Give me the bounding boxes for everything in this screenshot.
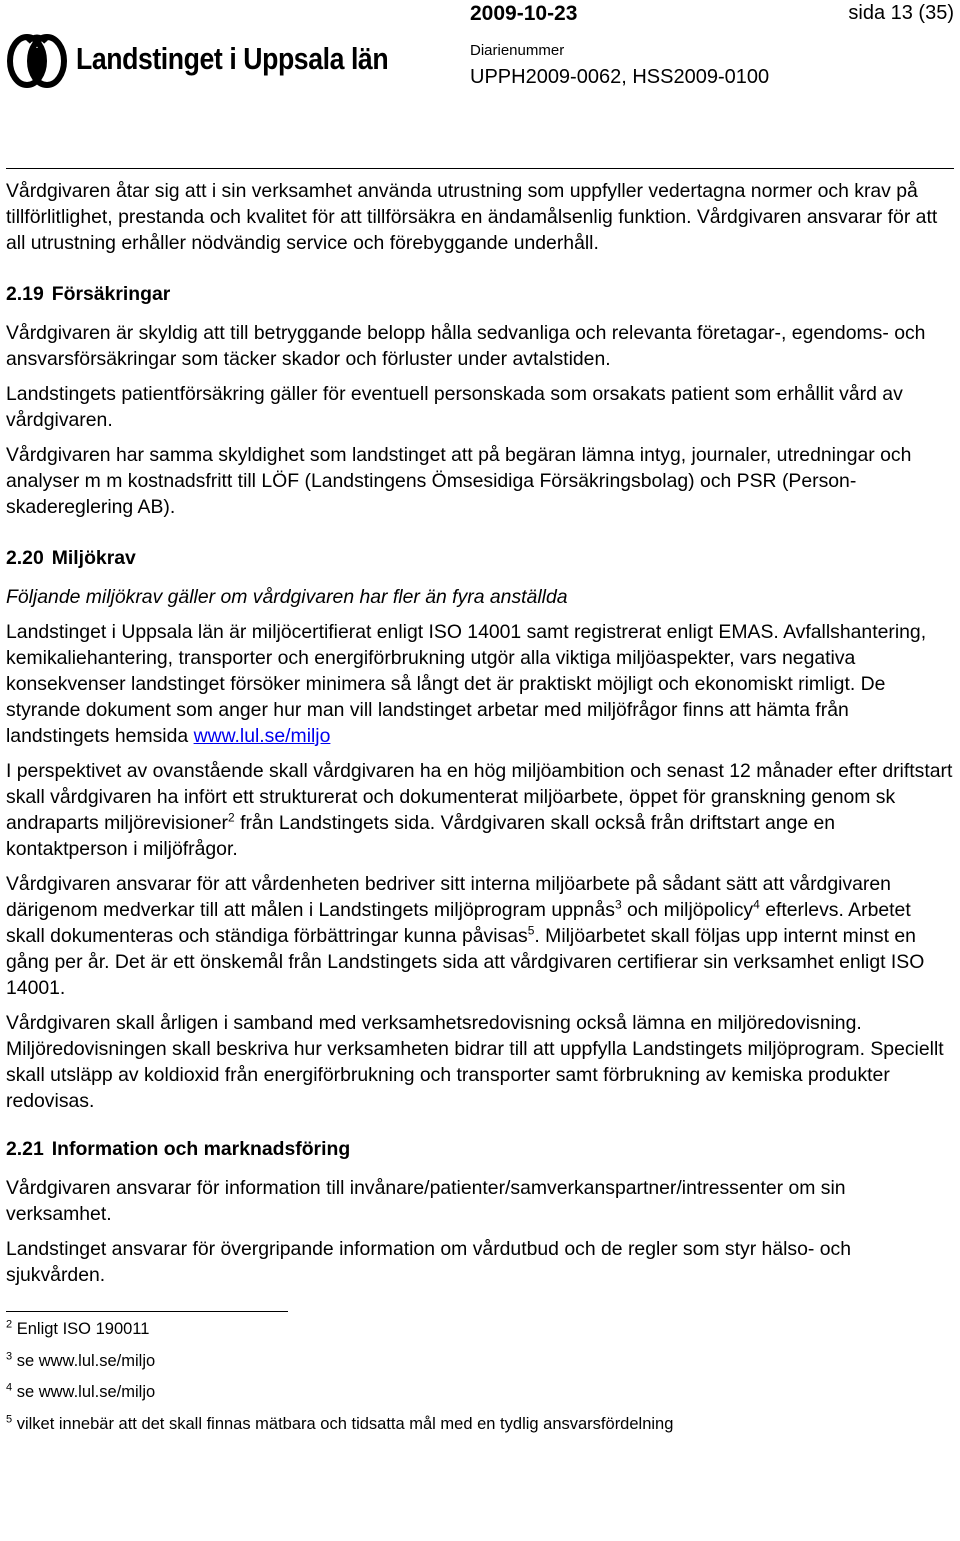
- section-title: Miljökrav: [51, 547, 136, 569]
- environment-scope-note: Följande miljökrav gäller om vårdgivaren har fler än fyra anställda: [6, 586, 568, 608]
- intro-paragraph: Vårdgivaren åtar sig att i sin verksamhet använda utrustning som uppfyller vedertagna normer och krav på tillförlitlighet, prestanda och kvalitet för att tillförsäkra en ändamålsenlig funktion. Vårdgivaren ansvarar för att all utrustning erhåller nödvändig service och förebyggande underhåll.: [6, 180, 938, 254]
- footnote: $^5$ vilket innebär att det skall finnas mätbara och tidsatta mål med en tydlig ansvarsfördelning: [6, 1413, 674, 1433]
- county-emblem-icon: [6, 30, 68, 88]
- section-heading-2-21: [6, 1136, 954, 1162]
- diarienummer-value: UPPH2009-0062, HSS2009-0100: [470, 66, 770, 88]
- section-title: Försäkringar: [51, 283, 171, 305]
- information-paragraph-2: Landstinget ansvarar för övergripande information om vårdutbud och de regler som styr hälso- och sjukvården.: [6, 1238, 852, 1286]
- footnote: $^3$ se www.lul.se/miljo: [6, 1350, 156, 1370]
- section-number: 2.20: [6, 547, 44, 569]
- footnote-ref-4: 4: [753, 897, 760, 912]
- insurance-paragraph-3: Vårdgivaren har samma skyldighet som landstinget att på begäran lämna intyg, journaler, utredningar och analyser m m kostnadsfritt till LÖF (Landstingens Ömsesidiga Försäkringsbolag) och PSR (Person-skadereglering AB).: [6, 444, 912, 518]
- environment-paragraph-4: Vårdgivaren skall årligen i samband med verksamhetsredovisning också lämna en miljöredovisning. Miljöredovisningen skall beskriva hur verksamheten bidrar till att uppfylla Landstingets miljöprogram. Speciellt skall utsläpp av koldioxid från energiförbrukning och transporter samt förbrukning av kemiska produkter redovisas.: [6, 1012, 944, 1112]
- organization-logo: [6, 30, 439, 88]
- section-title: Information och marknadsföring: [51, 1138, 351, 1160]
- miljo-link[interactable]: www.lul.se/miljo: [193, 725, 331, 747]
- insurance-paragraph-1: Vårdgivaren är skyldig att till betryggande belopp hålla sedvanliga och relevanta företagar-, egendoms- och ansvarsförsäkringar som täcker skador och förluster under avtalstiden.: [6, 322, 926, 370]
- organization-name: Landstinget i Uppsala län: [76, 41, 389, 76]
- page-number: sida 13 (35): [848, 2, 954, 24]
- section-number: 2.19: [6, 283, 44, 305]
- environment-paragraph-3: Vårdgivaren ansvarar för att vårdenheten bedriver sitt interna miljöarbete på sådant sätt att vårdgivaren därigenom medverkar till att målen i Landstingets miljöprogram uppnås$^3$ och miljöpolicy$^4$ efterlevs. Arbetet skall dokumenteras och ständiga förbättringar kunna påvisas$^5$. Miljöarbetet skall följas upp internt minst en gång per år. Det är ett önskemål från Landstingets sida att vårdgivaren certifierar sin verksamhet enligt ISO 14001.: [6, 873, 925, 999]
- document-body: [6, 178, 954, 1444]
- footnote: $^4$ se www.lul.se/miljo: [6, 1381, 156, 1401]
- footnote-ref-5: 5: [527, 923, 535, 938]
- document-date: 2009-10-23: [470, 2, 578, 25]
- footnote-divider: [6, 1311, 288, 1312]
- footnote-ref-2: 2: [228, 810, 235, 825]
- insurance-paragraph-2: Landstingets patientförsäkring gäller för eventuell personskada som orsakats patient som erhållit vård av vårdgivaren.: [6, 383, 903, 431]
- header-divider: [6, 168, 954, 169]
- footnote: $^2$ Enligt ISO 190011: [6, 1318, 150, 1338]
- page-header: [0, 0, 960, 175]
- environment-paragraph-2: I perspektivet av ovanstående skall vårdgivaren ha en hög miljöambition och senast 12 månader efter driftstart skall vårdgivaren ha infört ett strukturerat och dokumenterat miljöarbete, öppet för granskning genom sk andraparts miljörevisioner$^2$ från Landstingets sida. Vårdgivaren skall också från driftstart ange en kontaktperson i miljöfrågor.: [6, 760, 953, 860]
- section-number: 2.21: [6, 1138, 44, 1160]
- footnote-ref-3: 3: [614, 897, 622, 912]
- information-paragraph-1: Vårdgivaren ansvarar för information till invånare/patienter/samverkanspartner/intressenter om sin verksamhet.: [6, 1177, 846, 1225]
- section-heading-2-19: [6, 281, 954, 307]
- environment-paragraph-1: Landstinget i Uppsala län är miljöcertifierat enligt ISO 14001 samt registrerat enligt EMAS. Avfallshantering, kemikaliehantering, transporter och energiförbrukning utgör alla viktiga miljöaspekter, vars negativa konsekvenser landstinget försöker minimera så långt det är praktiskt möjligt och ekonomiskt rimligt. De styrande dokument som anger hur man vill landstinget arbetar med miljöfrågor finns att hämta från landstingets hemsida www.lul.se/miljo: [6, 621, 927, 747]
- section-heading-2-20: [6, 545, 954, 571]
- diarienummer-label: Diarienummer: [470, 42, 565, 59]
